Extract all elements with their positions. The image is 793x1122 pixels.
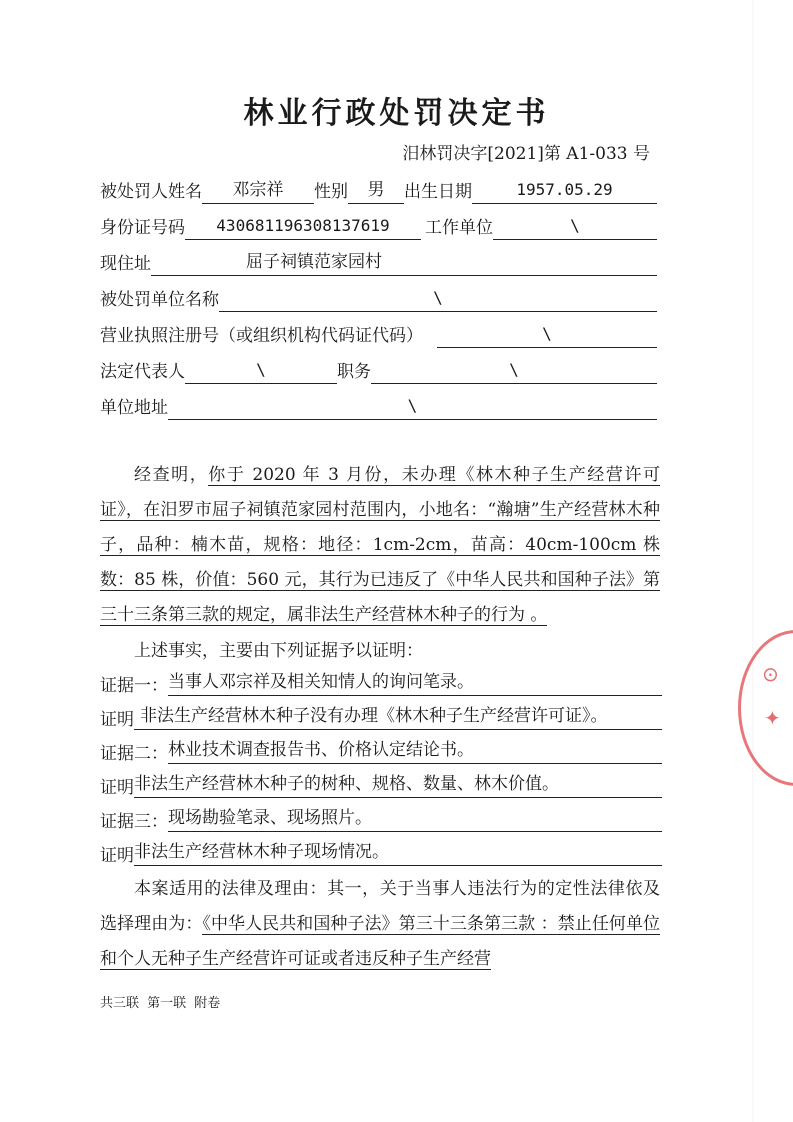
row-org-address	[100, 394, 657, 420]
footer-copy-info: 共三联 第一联 附卷	[100, 996, 221, 1011]
evidence-intro: 上述事实，主要由下列证据予以证明：	[134, 641, 423, 661]
org-value: \	[219, 287, 657, 312]
work-label: 工作单位	[425, 218, 493, 238]
position-label: 职务	[337, 362, 371, 382]
row-license	[100, 322, 657, 348]
representative-value: \	[185, 359, 337, 384]
row-org-name	[100, 286, 657, 312]
id-value: 430681196308137619	[185, 215, 421, 240]
evidence-text: 非法生产经营林木种子现场情况。	[134, 841, 662, 866]
facts-body: 你于 2020 年 3 月份，未办理《林木种子生产经营许可证》，在汨罗市屈子祠镇范家园村范围内，小地名：“瀚塘”生产经营林木种子，品种：楠木苗，规格：地径：1cm-2cm，苗高：40cm-100cm 株数：85 株，价值：560 元，其行为已违反了《中华人民共和国种子法》第三十三条第三款的规定，属非法生产经营林木种子的行为 。	[100, 465, 661, 625]
org-address-label: 单位地址	[100, 398, 168, 418]
org-label: 被处罚单位名称	[100, 290, 219, 310]
facts-lead: 经查明，	[134, 465, 209, 485]
law-paragraph	[100, 872, 660, 977]
name-value: 邓宗祥	[202, 179, 314, 204]
seal-glyph-icon: ⊙	[762, 662, 779, 686]
work-value: \	[493, 215, 657, 240]
evidence-row	[100, 668, 662, 696]
birth-value: 1957.05.29	[472, 179, 657, 204]
representative-label: 法定代表人	[100, 362, 185, 382]
evidence-row	[100, 736, 662, 764]
gender-value: 男	[348, 179, 404, 204]
birth-label: 出生日期	[404, 182, 472, 202]
row-address	[100, 250, 657, 276]
evidence-row	[100, 804, 662, 832]
evidence-label: 证据一：	[100, 676, 168, 696]
evidence-text: 当事人邓宗祥及相关知情人的询问笔录。	[168, 671, 662, 696]
evidence-text: 非法生产经营林木种子的树种、规格、数量、林木价值。	[134, 773, 662, 798]
document-title: 林业行政处罚决定书	[243, 96, 550, 131]
evidence-row	[100, 770, 662, 798]
document-number: 汨林罚决字[2021]第 A1-033 号	[402, 144, 650, 164]
row-name-gender-birth	[100, 178, 657, 204]
law-lead: 本案适用的法律及理由：其一，关于当事人违法行为的定性法律依及选择理由为：	[100, 879, 660, 934]
org-address-value: \	[168, 395, 657, 420]
gender-label: 性别	[314, 182, 348, 202]
evidence-label: 证明	[100, 778, 134, 798]
evidence-row	[100, 702, 662, 730]
address-value: 屈子祠镇范家园村	[151, 251, 657, 276]
name-label: 被处罚人姓名	[100, 182, 202, 202]
license-label: 营业执照注册号（或组织机构代码证代码）	[100, 326, 423, 346]
position-value: \	[371, 359, 657, 384]
row-id-work	[100, 214, 657, 240]
address-label: 现住址	[100, 254, 151, 274]
evidence-text: 现场勘验笔录、现场照片。	[168, 807, 662, 832]
page-fold-shadow	[752, 0, 755, 1122]
evidence-text: 非法生产经营林木种子没有办理《林木种子生产经营许可证》。	[134, 705, 662, 730]
evidence-label: 证据三：	[100, 812, 168, 832]
facts-paragraph	[100, 458, 660, 633]
evidence-label: 证明	[100, 710, 134, 730]
row-representative	[100, 358, 657, 384]
evidence-row	[100, 838, 662, 866]
law-text: 《中华人民共和国种子法》第三十三条第三款 ：禁止任何单位和个人无种子生产经营许可证或者违反种子生产经营	[100, 914, 661, 969]
id-label: 身份证号码	[100, 218, 185, 238]
license-value: \	[437, 323, 657, 348]
evidence-label: 证据二：	[100, 744, 168, 764]
evidence-text: 林业技术调查报告书、价格认定结论书。	[168, 739, 662, 764]
seal-glyph-icon: ✦	[764, 706, 781, 730]
evidence-label: 证明	[100, 846, 134, 866]
